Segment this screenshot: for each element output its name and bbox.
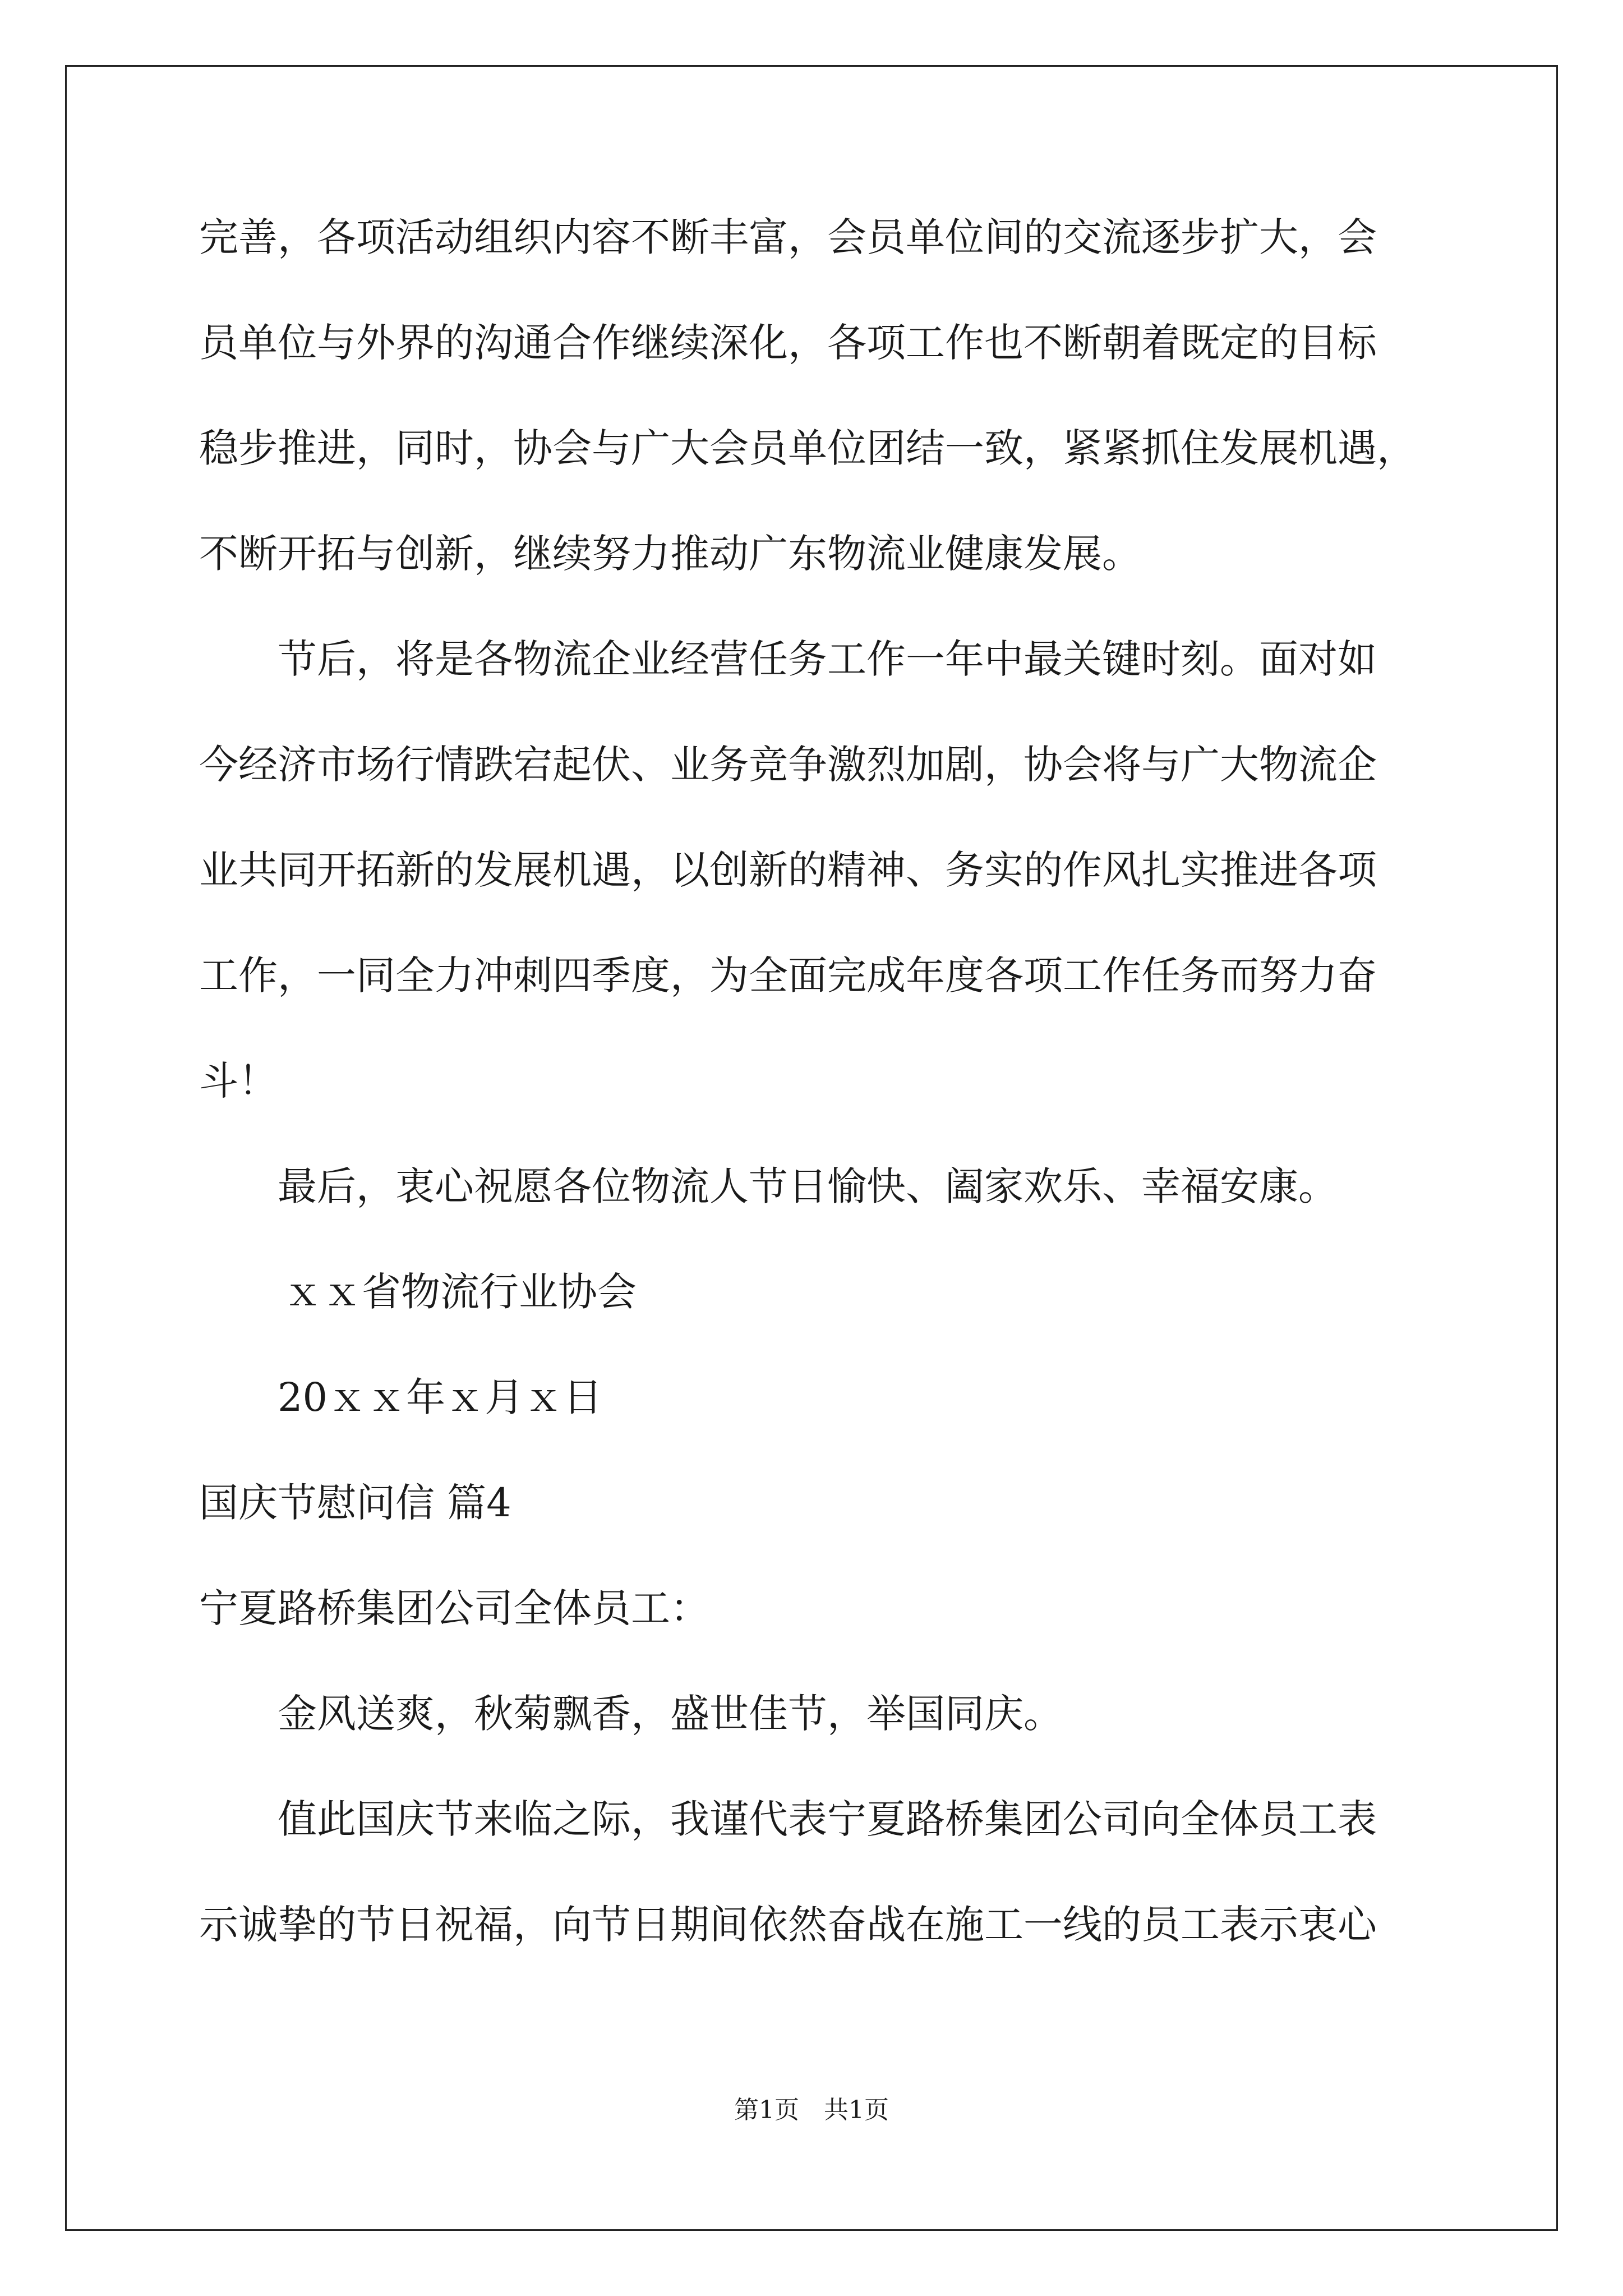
- page-number-footer: 第1页 共1页: [734, 2096, 889, 2124]
- signature-date: 20ｘｘ年ｘ月ｘ日: [278, 1374, 603, 1420]
- closing-wishes: 最后，衷心祝愿各位物流人节日愉快、阖家欢乐、幸福安康。: [278, 1163, 1338, 1209]
- section-heading: 国庆节慰问信 篇4: [199, 1480, 511, 1526]
- salutation: 宁夏路桥集团公司全体员工：: [199, 1585, 709, 1631]
- text-line: 稳步推进，同时，协会与广大会员单位团结一致，紧紧抓住发展机遇，: [199, 425, 1416, 471]
- text-line: 今经济市场行情跌宕起伏、业务竞争激烈加剧，协会将与广大物流企: [199, 742, 1377, 788]
- text-line: 斗！: [199, 1058, 278, 1104]
- text-line: 不断开拓与创新，继续努力推动广东物流业健康发展。: [199, 531, 1141, 577]
- text-line: 示诚挚的节日祝福，向节日期间依然奋战在施工一线的员工表示衷心: [199, 1902, 1377, 1948]
- paragraph-start: 节后，将是各物流企业经营任务工作一年中最关键时刻。面对如: [278, 636, 1377, 682]
- text-line: 员单位与外界的沟通合作继续深化，各项工作也不断朝着既定的目标: [199, 320, 1377, 366]
- document-body: [199, 214, 1450, 2010]
- signature-org: ｘｘ省物流行业协会: [283, 1269, 637, 1315]
- text-line: 业共同开拓新的发展机遇，以创新的精神、务实的作风扎实推进各项: [199, 847, 1377, 893]
- text-line: 工作，一同全力冲刺四季度，为全面完成年度各项工作任务而努力奋: [199, 953, 1377, 999]
- text-line: 完善，各项活动组织内容不断丰富，会员单位间的交流逐步扩大，会: [199, 214, 1377, 260]
- paragraph-start: 值此国庆节来临之际，我谨代表宁夏路桥集团公司向全体员工表: [278, 1796, 1377, 1842]
- paragraph-start: 金风送爽，秋菊飘香，盛世佳节，举国同庆。: [278, 1691, 1063, 1737]
